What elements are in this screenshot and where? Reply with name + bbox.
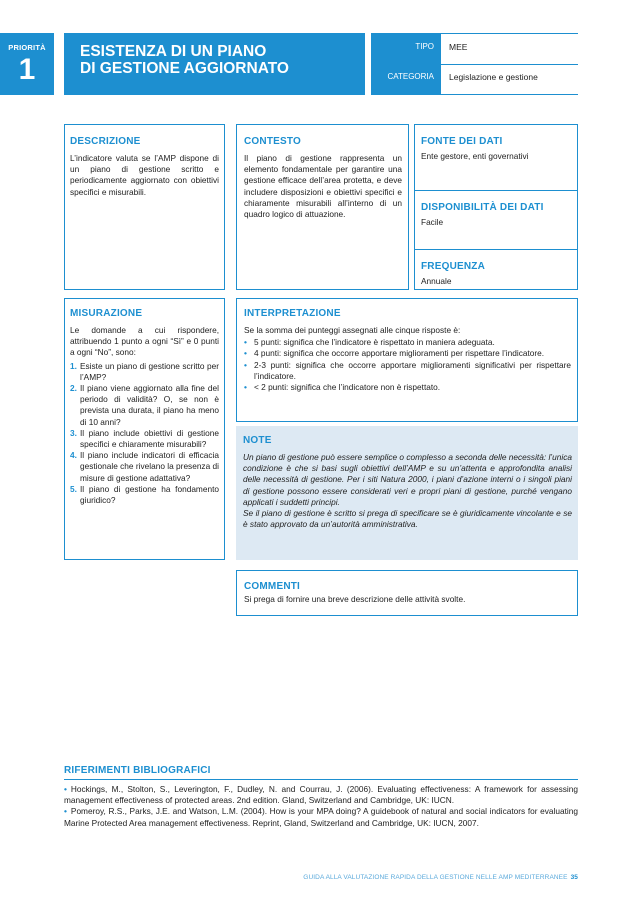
divider: [415, 190, 577, 191]
references-list: [64, 784, 578, 829]
comments-text: Si prega di fornire una breve descrizione delle attività svolte.: [244, 594, 466, 604]
bullet-icon: •: [244, 382, 247, 393]
measurement-heading: MISURAZIONE: [70, 308, 143, 319]
categoria-value: Legislazione e gestione: [449, 72, 538, 82]
interpretation-box: [236, 298, 578, 422]
notes-text: Se il piano di gestione è scritto si prega di specificare se è giuridicamente vincolante e se è stato approvato da un’autorità amministrativa.: [243, 508, 572, 530]
type-labels: [371, 33, 441, 95]
title-line-2: DI GESTIONE AGGIORNATO: [80, 60, 289, 77]
description-heading: DESCRIZIONE: [70, 136, 141, 147]
interpretation-intro: Se la somma dei punteggi assegnati alle cinque risposte è:: [244, 325, 461, 335]
item-number: 2.: [70, 383, 77, 394]
list-item: [244, 348, 571, 359]
item-text: 4 punti: significa che occorre apportare miglioramenti per rispettare l’indicatore.: [254, 348, 545, 359]
reference-text: Pomeroy, R.S., Parks, J.E. and Watson, L.M. (2004). How is your MPA doing? A guidebook of natural and social indicators for evaluating Marine Protected Area management effectiveness. Reprint, Gland, Switzerland and Cambridge, UK: IUCN, 2007.: [64, 806, 578, 828]
frequency-text: Annuale: [421, 276, 452, 286]
list-item: [70, 428, 219, 450]
comments-box: [236, 570, 578, 616]
list-item: [64, 806, 578, 828]
measurement-intro: Le domande a cui rispondere, attribuendo 1 punto a ogni “Sì” e 0 punti a ogni “No”, sono:: [70, 325, 219, 358]
notes-box: [236, 426, 578, 560]
item-number: 3.: [70, 427, 77, 438]
interpretation-list: [244, 337, 571, 393]
divider: [415, 249, 577, 250]
bullet-icon: •: [244, 359, 247, 370]
list-item: [64, 784, 578, 806]
item-text: Il piano include obiettivi di gestione specifici e chiaramente misurabili?: [80, 427, 219, 450]
description-text: L’indicatore valuta se l’AMP dispone di un piano di gestione scritto e periodicamente aggiornato con obiettivi specifici e misurabili.: [70, 153, 219, 197]
title-line-1: ESISTENZA DI UN PIANO: [80, 43, 267, 60]
notes-text: Un piano di gestione può essere semplice o complesso a seconda delle necessità: l’unica condizione è che si basi sugli obiettivi dell’AMP e su un’attenta e approfondita analisi delle necessità di gestione. Per i siti Natura 2000, i piani d’azione interni o i singoli piani di gestione possono essere considerati veri e propri piani di gestione, purché vengano applicati i suddetti principi.: [243, 452, 572, 507]
title-bar: [64, 33, 365, 95]
tipo-value: MEE: [449, 42, 468, 52]
context-box: [236, 124, 409, 290]
item-text: 5 punti: significa che l’indicatore è rispettato in maniera adeguata.: [254, 337, 495, 348]
measurement-list: [70, 361, 219, 507]
priority-tab: [0, 33, 54, 95]
item-number: 1.: [70, 360, 77, 371]
item-text: Il piano include indicatori di efficacia gestionale che rivelano la presenza di misure di gestione adattativa?: [80, 450, 219, 483]
bullet-icon: •: [64, 806, 67, 817]
footer-text: GUIDA ALLA VALUTAZIONE RAPIDA DELLA GESTIONE NELLE AMP MEDITERRANEE: [303, 874, 568, 881]
comments-heading: COMMENTI: [244, 581, 301, 592]
list-item: [244, 337, 571, 348]
data-source-heading: FONTE DEI DATI: [421, 136, 503, 147]
references-header: [64, 765, 578, 780]
availability-heading: DISPONIBILITÀ DEI DATI: [421, 202, 544, 213]
page-number: 35: [570, 874, 578, 881]
description-box: [64, 124, 225, 290]
reference-text: Hockings, M., Stolton, S., Leverington, F., Dudley, N. and Courrau, J. (2006). Evaluating effectiveness: A framework for assessing management effectiveness of protected areas. 2nd edition. Gland, Switzerland and Cambridge, UK: IUCN.: [64, 784, 578, 806]
item-number: 5.: [70, 483, 77, 494]
priority-label: PRIORITÀ: [8, 43, 46, 52]
context-heading: CONTESTO: [244, 136, 301, 147]
availability-text: Facile: [421, 217, 444, 227]
item-text: Il piano viene aggiornato alla fine del periodo di validità? O, se non è prevista una durata, il piano ha meno di 10 anni?: [80, 383, 219, 427]
frequency-heading: FREQUENZA: [421, 261, 486, 272]
item-text: < 2 punti: significa che l’indicatore non è rispettato.: [254, 382, 441, 393]
tipo-label: TIPO: [415, 42, 434, 51]
bullet-icon: •: [244, 348, 247, 359]
divider: [441, 64, 578, 65]
list-item: [244, 382, 571, 393]
type-values: [441, 33, 578, 95]
notes-heading: NOTE: [243, 435, 272, 446]
list-item: [244, 360, 571, 382]
interpretation-heading: INTERPRETAZIONE: [244, 308, 341, 319]
list-item: [70, 361, 219, 383]
bullet-icon: •: [64, 784, 67, 794]
list-item: [70, 383, 219, 428]
references-heading: RIFERIMENTI BIBLIOGRAFICI: [64, 765, 211, 776]
list-item: [70, 484, 219, 506]
measurement-box: [64, 298, 225, 560]
item-number: 4.: [70, 450, 77, 461]
priority-number: 1: [18, 53, 36, 86]
bullet-icon: •: [244, 337, 247, 348]
data-source-box: [414, 124, 578, 290]
item-text: Esiste un piano di gestione scritto per l’AMP?: [80, 360, 219, 382]
item-text: Il piano di gestione ha fondamento giuridico?: [80, 483, 219, 506]
item-text: 2-3 punti: significa che occorre apportare miglioramenti significativi per rispettare l’indicatore.: [254, 359, 571, 381]
page-title: [80, 43, 360, 77]
categoria-label: CATEGORIA: [387, 72, 434, 81]
page-footer: [290, 874, 578, 881]
data-source-text: Ente gestore, enti governativi: [421, 151, 529, 161]
context-text: Il piano di gestione rappresenta un elemento fondamentale per garantire una gestione efficace dell’area protetta, e deve includere disposizioni e obiettivi specifici e chiaramente misurabili all’interno di un quadro logico di attuazione.: [244, 153, 402, 220]
list-item: [70, 450, 219, 484]
